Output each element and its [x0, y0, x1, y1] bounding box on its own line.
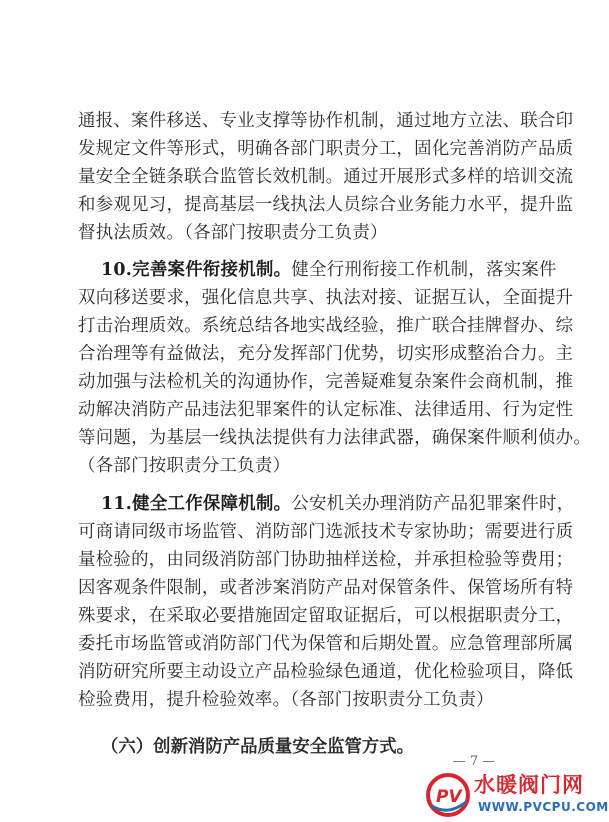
text-line — [78, 602, 574, 630]
line-text: 量检验的，由同级消防部门协助抽样送检，并承担检验等费用； — [78, 550, 574, 570]
line-text: 可商请同级市场监管、消防部门选派技术专家协助；需要进行质 — [78, 522, 574, 542]
text-line — [78, 546, 574, 574]
svg-text:PV: PV — [436, 787, 462, 807]
watermark-url: WWW.PVCPU.COM — [478, 800, 609, 814]
line-text: 打击治理质效。系统总结各地实战经验，推广联合挂牌督办、综 — [78, 316, 574, 336]
line-text: 健全行刑衔接工作机制，落实案件 — [291, 260, 557, 280]
section-heading: （六）创新消防产品质量安全监管方式。 — [101, 737, 415, 757]
line-text: 委托市场监管或消防部门代为保管和后期处置。应急管理部所属 — [78, 634, 574, 654]
line-text: 量安全全链条联合监管长效机制。通过开展形式多样的培训交流 — [78, 167, 574, 187]
line-text: 检验费用，提升检验效率。（各部门按职责分工负责） — [78, 690, 494, 710]
text-line — [78, 396, 574, 424]
text-line — [101, 256, 557, 284]
watermark-brand: 水暖阀门网 — [474, 773, 584, 797]
text-line — [78, 135, 574, 163]
line-text: 通报、案件移送、专业支撑等协作机制，通过地方立法、联合印 — [78, 111, 574, 131]
line-text: 合治理等有益做法，充分发挥部门优势，切实形成整治合力。主 — [78, 344, 574, 364]
line-text: 消防研究所要主动设立产品检验绿色通道，优化检验项目，降低 — [78, 662, 574, 682]
text-line — [78, 284, 574, 312]
text-line — [78, 368, 574, 396]
pv-logo-icon — [424, 772, 472, 818]
line-text: （各部门按职责分工负责） — [78, 456, 291, 476]
text-line — [78, 107, 574, 135]
line-text: 因客观条件限制，或者涉案消防产品对保管条件、保管场所有特 — [78, 578, 574, 598]
line-text: 等问题，为基层一线执法提供有力法律武器，确保案件顺利侦办。 — [78, 428, 592, 448]
text-line — [78, 686, 524, 714]
text-line — [78, 452, 524, 480]
text-line — [101, 490, 575, 518]
line-text: 动解决消防产品违法犯罪案件的认定标准、法律适用、行为定性 — [78, 400, 574, 420]
text-line — [78, 630, 574, 658]
text-line — [78, 658, 574, 686]
text-line — [78, 312, 574, 340]
line-text: 殊要求，在采取必要措施固定留取证据后，可以根据职责分工， — [78, 606, 574, 626]
line-text: 发规定文件等形式，明确各部门职责分工，固化完善消防产品质 — [78, 139, 574, 159]
line-text: 和参观见习，提高基层一线执法人员综合业务能力水平，提升监 — [78, 195, 574, 215]
line-text: 公安机关办理消防产品犯罪案件时， — [291, 494, 575, 514]
line-text: 动加强与法检机关的沟通协作，完善疑难复杂案件会商机制，推 — [78, 372, 574, 392]
watermark — [418, 770, 609, 820]
text-line — [78, 191, 574, 219]
line-text: 双向移送要求，强化信息共享、执法对接、证据互认，全面提升 — [78, 288, 574, 308]
text-line — [78, 163, 574, 191]
text-line — [78, 424, 592, 452]
clause-title: 10.完善案件衔接机制。 — [101, 260, 292, 280]
line-text: 督执法质效。（各部门按职责分工负责） — [78, 223, 388, 243]
text-line — [78, 574, 574, 602]
page-number: — 7 — — [452, 754, 496, 769]
text-line — [78, 518, 574, 546]
text-line — [78, 340, 574, 368]
clause-title: 11.健全工作保障机制。 — [101, 494, 292, 514]
text-line — [78, 219, 524, 247]
